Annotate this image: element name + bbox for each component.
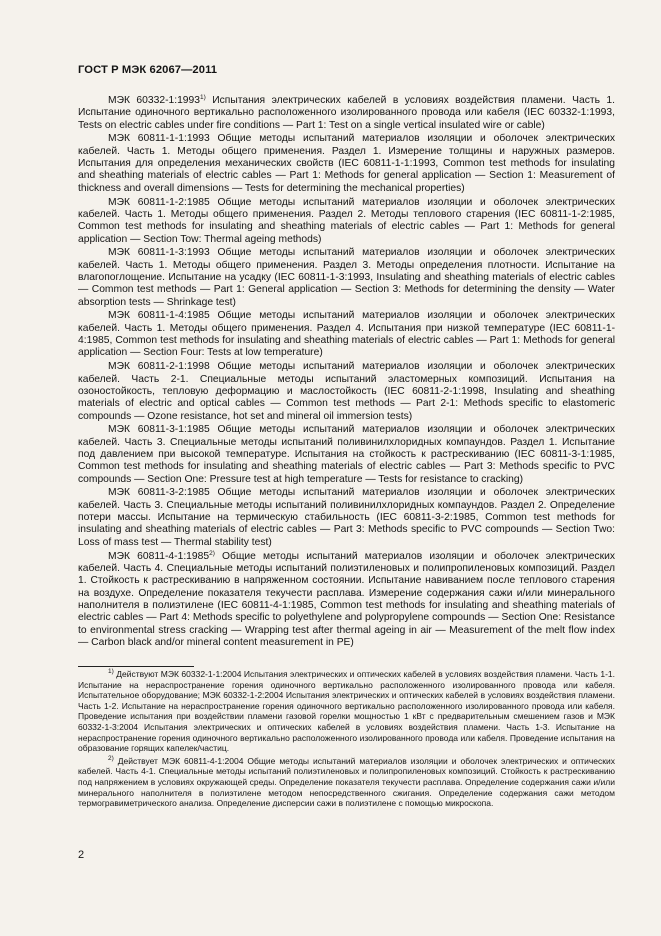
reference-paragraph: МЭК 60811-1-1:1993 Общие методы испытаний материалов изоляции и оболочек электрических кабелей. Часть 1. Методы общего применения. Раздел 1. Измерение толщины и наружных размеров. Испытания для определения механических свойств (IEC 60811-1-1:1993, Common test methods for insulating and sheathing materials of electric cables — Part 1: Methods for general application — Section 1: Measurement of thickness and overall dimensions — Tests for determining the mechanical properties) bbox=[78, 133, 615, 194]
reference-paragraph: МЭК 60811-1-3:1993 Общие методы испытаний материалов изоляции и оболочек электрических кабелей. Часть 1. Методы общего применения. Раздел 3. Методы определения плотности. Испытание на влагопоглощение. Испытание на усадку (IEC 60811-1-3:1993, Insulating and sheathing materials of electric cables — Common test methods — Part 1: General application — Section 3: Methods for determining the density — Water absorption tests — Shrinkage test) bbox=[78, 247, 615, 308]
footnote-ref[interactable]: 2) bbox=[209, 549, 215, 557]
reference-paragraph: МЭК 60332-1:1993$^{1)}$ Испытания электрических кабелей в условиях воздействия пламени. Часть 1. Испытание одиночного вертикально расположенного изолированного провода или кабеля (IEC 60332-1:1993, Tests on electric cables under fire conditions — Part 1: Test on a single vertical insulated wire or cable) bbox=[78, 94, 615, 131]
footnote-ref[interactable]: 1) bbox=[200, 94, 206, 101]
footnote-divider bbox=[78, 666, 194, 667]
page-header: ГОСТ Р МЭК 62067—2011 bbox=[78, 64, 218, 76]
footnotes bbox=[78, 669, 615, 811]
reference-paragraph: МЭК 60811-1-2:1985 Общие методы испытаний материалов изоляции и оболочек электрических кабелей. Часть 1. Методы общего применения. Раздел 2. Методы теплового старения (IEC 60811-1-2:1985, Common test methods for insulating and sheathing materials of electric cables — Part 1: Methods for general application — Section Tow: Thermal ageing methods) bbox=[78, 196, 615, 245]
reference-paragraph: МЭК 60811-4-1:1985$^{2)}$ Общие методы испытаний материалов изоляции и оболочек электрических кабелей. Часть 4. Специальные методы испытаний полиэтиленовых и полипропиленовых композиций. Раздел 1. Стойкость к растрескиванию в напряженном состоянии. Испытание навиванием после теплового старения на воздухе. Определение показателя текучести расплава. Измерение содержания сажи и/или минерального наполнителя в полиэтилене (IEC 60811-4-1:1985, Common test methods for insulating and sheathing materials of electric cables — Part 4: Methods specific to polyethylene and polypropylene compounds — Section One: Resistance to environmental stress cracking — Wrapping test after thermal ageing in air — Measurement of the melt flow index — Carbon black and/or mineral content measurement in PE) bbox=[78, 549, 615, 648]
reference-paragraph: МЭК 60811-3-1:1985 Общие методы испытаний материалов изоляции и оболочек электрических кабелей. Часть 3. Специальные методы испытаний поливинилхлоридных компаундов. Раздел 1. Испытание под давлением при высокой температуре. Испытания на стойкость к растрескиванию (IEC 60811-3-1:1985, Common test methods for insulating and sheathing materials of electric cables — Part 3: Methods specific to PVC compounds — Section One: Pressure test at high temperature — Tests for resistance to cracking) bbox=[78, 424, 615, 485]
footnote: $^{2)}$ Действует МЭК 60811-4-1:2004 Общие методы испытаний материалов изоляции и оболочек электрических и оптических кабелей. Часть 4-1. Специальные методы испытаний полиэтиленовых и полипропиленовых композиций. Стойкость к растрескиванию под напряжением в условиях окружающей среды. Определение показателя текучести расплава. Определение содержания сажи и/или минерального наполнителя в полиэтилене методом непосредственного сжигания. Определение содержания сажи методом термогравиметрического анализа. Определение дисперсии сажи в полиэтилене с помощью микроскопа. bbox=[78, 754, 615, 809]
references-list bbox=[78, 95, 615, 651]
footnote-mark: 1) bbox=[108, 668, 114, 675]
footnote: $^{1)}$ Действуют МЭК 60332-1-1:2004 Испытания электрических и оптических кабелей в условиях воздействия пламени. Часть 1-1. Испытание на нераспространение горения одиночного вертикально расположенного изолированного провода или кабеля. Испытательное оборудование; МЭК 60332-1-2:2004 Испытания электрических и оптических кабелей в условиях воздействия пламени. Часть 1-2. Испытание на нераспространение горения одиночного вертикально расположенного изолированного провода или кабеля. Проведение испытания при воздействии пламени газовой горелки мощностью 1 кВт с предварительным смешением газов и МЭК 60332-1-3:2004 Испытания электрических и оптических кабелей в условиях воздействия пламени. Часть 1-3. Испытание на нераспространение горения одиночного вертикально расположенного изолированного провода или кабеля. Проведение испытания на образование горящих капелек/частиц. bbox=[78, 668, 615, 754]
reference-paragraph: МЭК 60811-3-2:1985 Общие методы испытаний материалов изоляции и оболочек электрических кабелей. Часть 3. Специальные методы испытаний поливинилхлоридных компаундов. Раздел 2. Определение потери массы. Испытание на термическую стабильность (IEC 60811-3-2:1985, Common test methods for insulating and sheathing materials of electric cables — Part 3: Methods specific to PVC compounds — Section Two: Loss of mass test — Thermal stability test) bbox=[78, 487, 615, 548]
page-number: 2 bbox=[78, 849, 85, 861]
reference-paragraph: МЭК 60811-2-1:1998 Общие методы испытаний материалов изоляции и оболочек электрических кабелей. Часть 2-1. Специальные методы испытаний эластомерных композиций. Испытания на озоностойкость, тепловую деформацию и маслостойкость (IEC 60811-2-1:1998, Insulating and sheathing materials of electric and optical cables — Common test methods — Part 2-1: Methods specific to elastomeric compounds — Ozone resistance, hot set and mineral oil immersion tests) bbox=[78, 361, 615, 422]
reference-paragraph: МЭК 60811-1-4:1985 Общие методы испытаний материалов изоляции и оболочек электрических кабелей. Часть 1. Методы общего применения. Раздел 4. Испытания при низкой температуре (IEC 60811-1-4:1985, Common test methods for insulating and sheathing materials of electric cables — Part 1: Methods for general application — Section Four: Tests at low temperature) bbox=[78, 310, 615, 359]
footnote-mark: 2) bbox=[108, 754, 114, 762]
